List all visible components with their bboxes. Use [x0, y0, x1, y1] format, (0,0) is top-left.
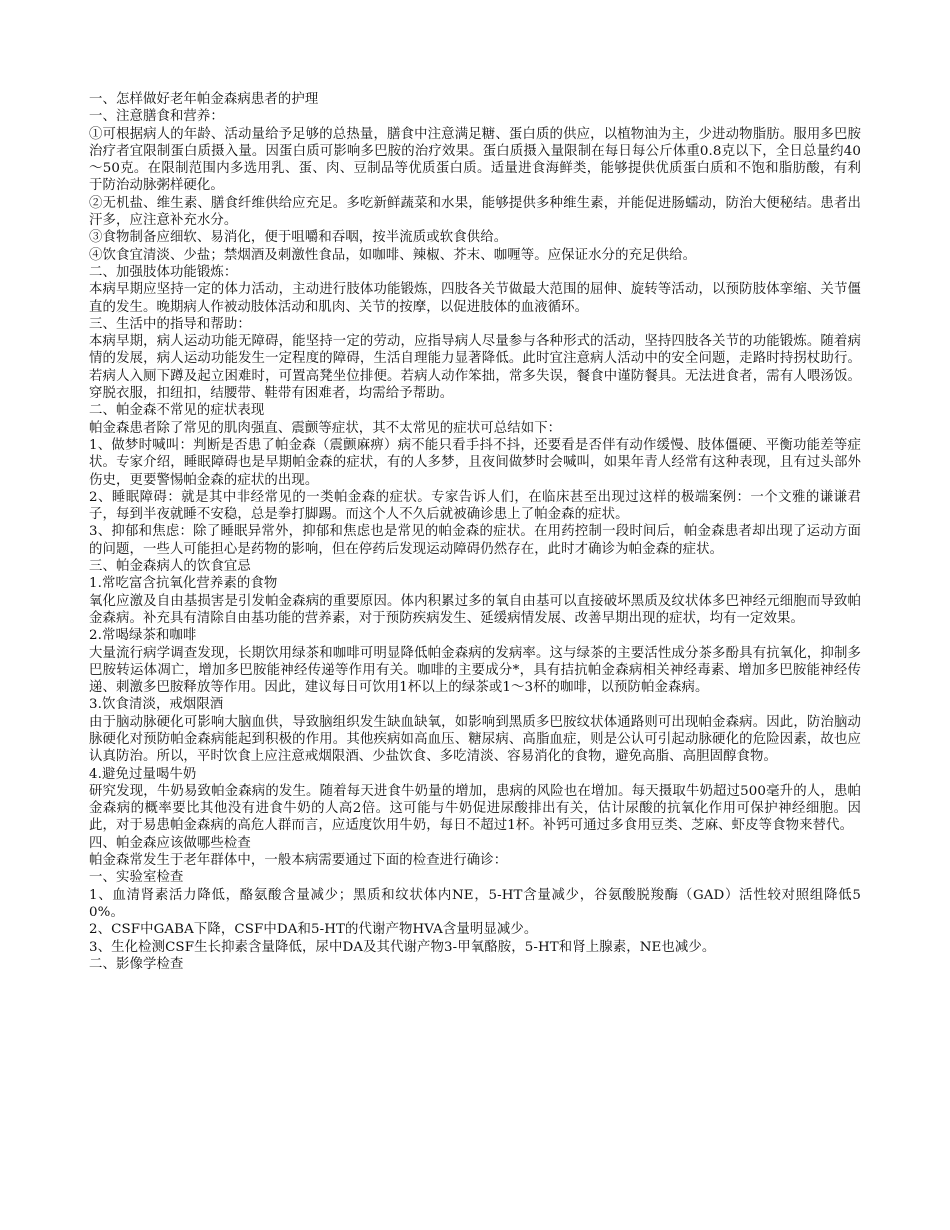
body-paragraph: 3、生化检测CSF生长抑素含量降低，尿中DA及其代谢产物3-甲氧酪胺，5-HT和肾上腺素，NE也减少。	[89, 939, 716, 955]
section-heading: 三、帕金森病人的饮食宜忌	[89, 559, 251, 575]
section-heading: 1.常吃富含抗氧化营养素的食物	[89, 576, 278, 592]
section-heading: 一、注意膳食和营养：	[89, 109, 224, 125]
body-paragraph: 研究发现，牛奶易致帕金森病的发生。随着每天进食牛奶量的增加，患病的风险也在增加。每天摄取牛奶超过500毫升的人，患帕金森病的概率要比其他没有进食牛奶的人高2倍。这可能与牛奶促进尿酸排出有关，估计尿酸的抗氧化作用可保护神经细胞。因此，对于易患帕金森病的高危人群而言，应适度饮用牛奶，每日不超过1杯。补钙可通过多食用豆类、芝麻、虾皮等食物来替代。	[89, 783, 861, 834]
body-paragraph: 氧化应激及自由基损害是引发帕金森病的重要原因。体内积累过多的氧自由基可以直接破坏黑质及纹状体多巴神经元细胞而导致帕金森病。补充具有清除自由基功能的营养素，对于预防疾病发生、延缓病情发展、改善早期出现的症状，均有一定效果。	[89, 593, 861, 626]
body-paragraph: 本病早期应坚持一定的体力活动，主动进行肢体功能锻炼，四肢各关节做最大范围的屈伸、旋转等活动，以预防肢体挛缩、关节僵直的发生。晚期病人作被动肢体活动和肌肉、关节的按摩，以促进肢体的血液循环。	[89, 282, 861, 315]
section-heading: 一、实验室检查	[89, 870, 184, 886]
body-paragraph: ②无机盐、维生素、膳食纤维供给应充足。多吃新鲜蔬菜和水果，能够提供多种维生素，并能促进肠蠕动，防治大便秘结。患者出汗多，应注意补充水分。	[89, 195, 861, 229]
body-paragraph: 1、血清肾素活力降低，酪氨酸含量减少；黑质和纹状体内NE，5-HT含量减少，谷氨酸脱羧酶（GAD）活性较对照组降低50%。	[89, 887, 861, 920]
section-heading: 二、影像学检查	[89, 956, 184, 972]
section-heading: 三、生活中的指导和帮助：	[89, 316, 251, 332]
body-paragraph: 2、CSF中GABA下降，CSF中DA和5-HT的代谢产物HVA含量明显减少。	[89, 922, 538, 938]
body-paragraph: 1、做梦时喊叫：判断是否患了帕金森（震颤麻痹）病不能只看手抖不抖，还要看是否伴有动作缓慢、肢体僵硬、平衡功能差等症状。专家介绍，睡眠障碍也是早期帕金森的症状，有的人多梦，且夜间做梦时会喊叫，如果年青人经常有这种表现，且有过头部外伤史，更要警惕帕金森的症状的出现。	[89, 437, 861, 488]
body-paragraph: 大量流行病学调查发现，长期饮用绿茶和咖啡可明显降低帕金森病的发病率。这与绿茶的主要活性成分茶多酚具有抗氧化，抑制多巴胺转运体凋亡，增加多巴胺能神经传递等作用有关。咖啡的主要成分*，具有拮抗帕金森病相关神经毒素、增加多巴胺能神经传递、刺激多巴胺释放等作用。因此，建议每日可饮用1杯以上的绿茶或1～3杯的咖啡，以预防帕金森病。	[89, 645, 861, 696]
section-heading: 二、帕金森不常见的症状表现	[89, 403, 265, 419]
body-paragraph: 帕金森常发生于老年群体中，一般本病需要通过下面的检查进行确诊：	[89, 853, 508, 869]
section-heading: 2.常喝绿茶和咖啡	[89, 628, 197, 644]
section-heading: 二、加强肢体功能锻炼：	[89, 264, 238, 280]
section-heading: 四、帕金森应该做哪些检查	[89, 835, 251, 851]
section-heading: 3.饮食清淡，戒烟限酒	[89, 697, 224, 713]
body-paragraph: 由于脑动脉硬化可影响大脑血供，导致脑组织发生缺血缺氧，如影响到黑质多巴胺纹状体通路则可出现帕金森病。因此，防治脑动脉硬化对预防帕金森病能起到积极的作用。其他疾病如高血压、糖尿病、高脂血症，则是公认可引起动脉硬化的危险因素，故也应认真防治。所以，平时饮食上应注意戒烟限酒、少盐饮食、多吃清淡、容易消化的食物，避免高脂、高胆固醇食物。	[89, 714, 861, 765]
section-heading: 4.避免过量喝牛奶	[89, 766, 197, 782]
body-paragraph: ①可根据病人的年龄、活动量给予足够的总热量，膳食中注意满足糖、蛋白质的供应，以植物油为主，少进动物脂肪。服用多巴胺治疗者宜限制蛋白质摄入量。因蛋白质可影响多巴胺的治疗效果。蛋白质摄入量限制在每日每公斤体重0.8克以下，全日总量约40～50克。在限制范围内多选用乳、蛋、肉、豆制品等优质蛋白质。适量进食海鲜类，能够提供优质蛋白质和不饱和脂肪酸，有利于防治动脉粥样硬化。	[89, 126, 861, 194]
body-paragraph: 帕金森患者除了常见的肌肉强直、震颤等症状，其不太常见的症状可总结如下：	[89, 420, 562, 436]
section-heading: 一、怎样做好老年帕金森病患者的护理	[89, 92, 319, 107]
body-paragraph: ③食物制备应细软、易消化，便于咀嚼和吞咽，按半流质或软食供给。	[89, 230, 508, 246]
body-paragraph: 本病早期，病人运动功能无障碍，能坚持一定的劳动，应指导病人尽量参与各种形式的活动，坚持四肢各关节的功能锻炼。随着病情的发展，病人运动功能发生一定程度的障碍，生活自理能力显著降低。此时宜注意病人活动中的安全问题，走路时持拐杖助行。若病人入厕下蹲及起立困难时，可置高凳坐位排便。若病人动作笨拙，常多失误，餐食中谨防餐具。无法进食者，需有人喂汤饭。穿脱衣服，扣纽扣，结腰带、鞋带有困难者，均需给予帮助。	[89, 334, 861, 402]
body-paragraph: 2、睡眠障碍：就是其中非经常见的一类帕金森的症状。专家告诉人们，在临床甚至出现过这样的极端案例：一个文雅的谦谦君子，每到半夜就睡不安稳，总是拳打脚踢。而这个人不久后就被确诊患上了帕金森的症状。	[89, 489, 861, 523]
body-paragraph: 3、抑郁和焦虑：除了睡眠异常外，抑郁和焦虑也是常见的帕金森的症状。在用药控制一段时间后，帕金森患者却出现了运动方面的问题，一些人可能担心是药物的影响，但在停药后发现运动障碍仍然存在，此时才确诊为帕金森的症状。	[89, 524, 861, 557]
document-body	[89, 91, 861, 973]
body-paragraph: ④饮食宜清淡、少盐；禁烟酒及刺激性食品，如咖啡、辣椒、芥末、咖喱等。应保证水分的充足供给。	[89, 247, 697, 263]
